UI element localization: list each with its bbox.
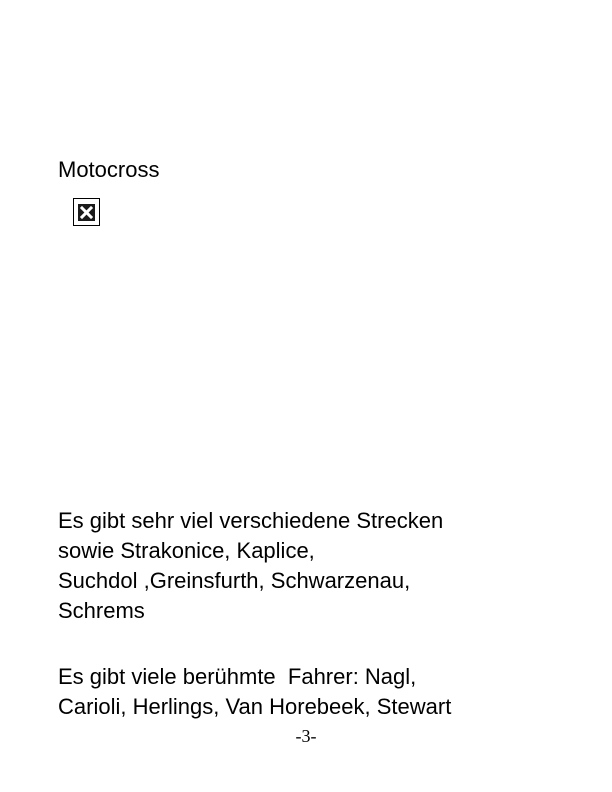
page-title: Motocross xyxy=(58,157,160,182)
paragraph-line: Schrems xyxy=(58,598,145,623)
page-number: -3- xyxy=(295,726,317,746)
tracks-paragraph xyxy=(58,506,443,626)
paragraph-line: Es gibt sehr viel verschiedene Strecken xyxy=(58,508,444,533)
riders-paragraph xyxy=(58,662,451,722)
broken-image-icon xyxy=(73,198,100,226)
paragraph-line: Es gibt viele berühmte Fahrer: Nagl, xyxy=(58,664,417,689)
paragraph-line: Carioli, Herlings, Van Horebeek, Stewart xyxy=(58,694,452,719)
broken-image-cross-icon xyxy=(78,204,95,221)
paragraph-line: sowie Strakonice, Kaplice, xyxy=(58,538,315,563)
paragraph-line: Suchdol ,Greinsfurth, Schwarzenau, xyxy=(58,568,411,593)
